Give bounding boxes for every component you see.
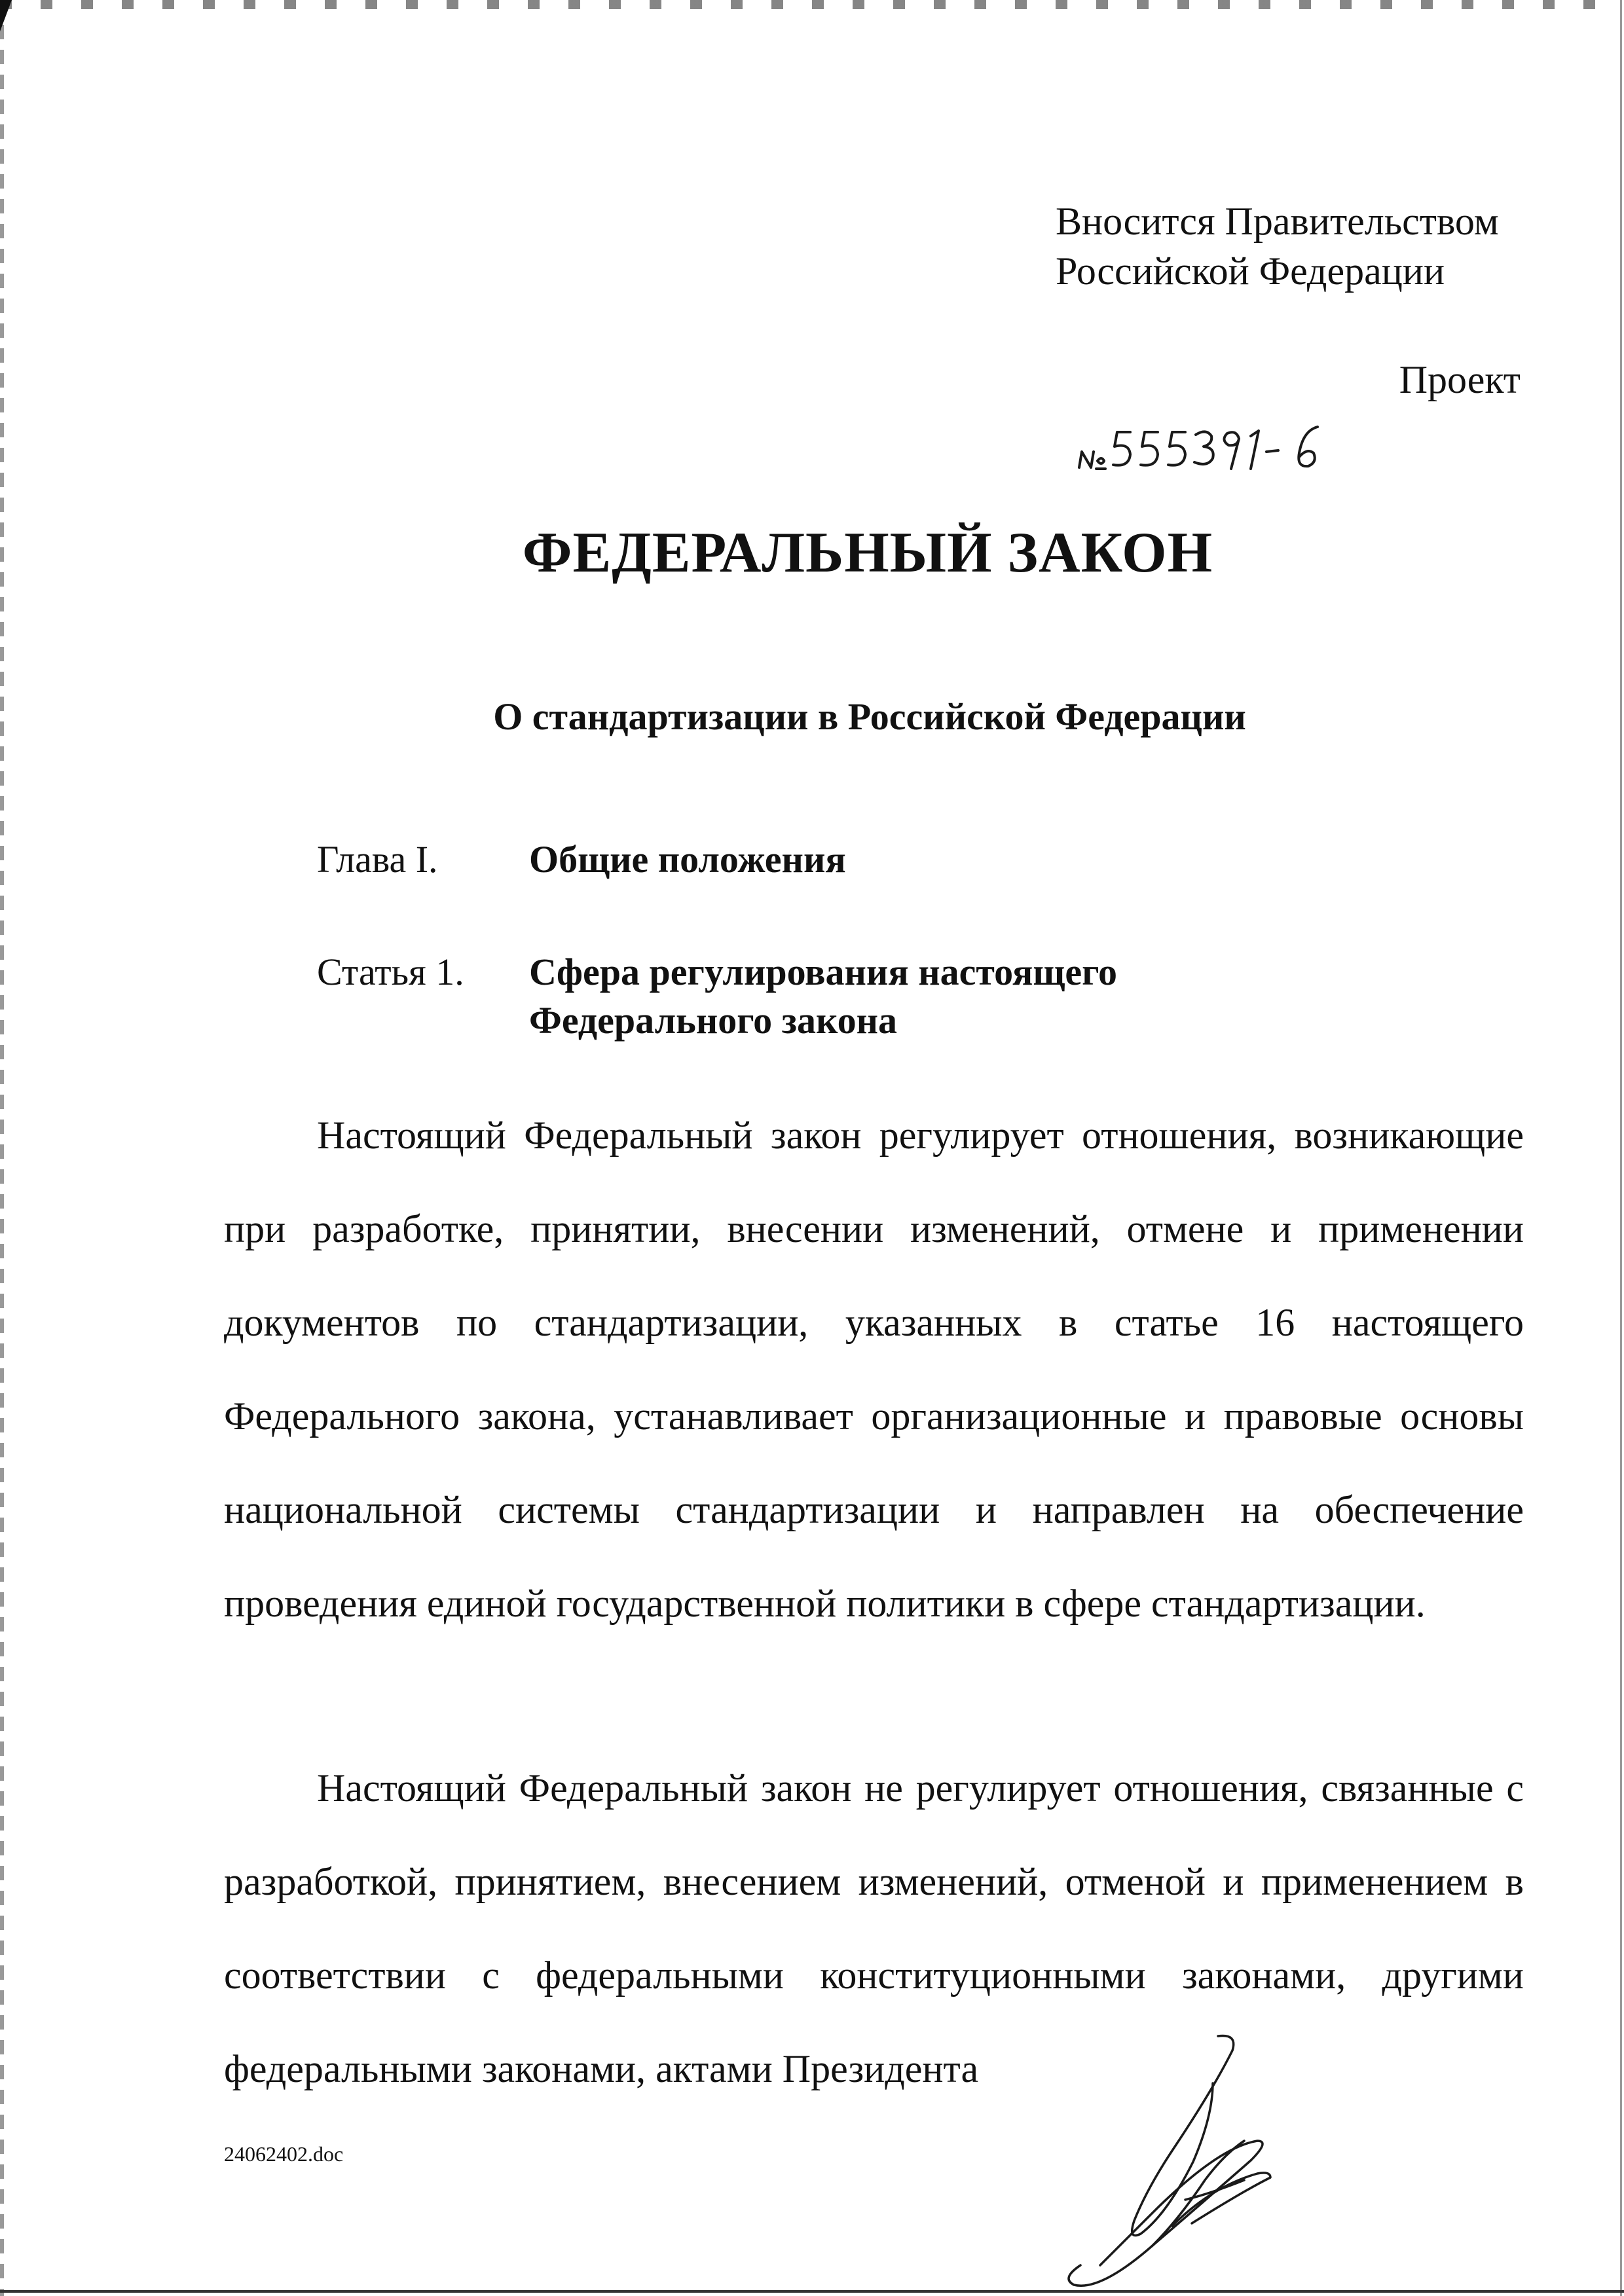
scan-top-edge [0, 0, 1624, 9]
handwritten-registration-number [1074, 412, 1362, 484]
chapter-label: Глава I. [317, 838, 438, 881]
article-title: Сфера регулирования настоящего Федерального закона [529, 951, 1117, 1042]
submitted-by-block [1056, 196, 1499, 296]
chapter-title: Общие положения [529, 838, 846, 881]
draft-label: Проект [1399, 358, 1521, 401]
article-label: Статья 1. [317, 951, 464, 993]
body-paragraph: Настоящий Федеральный закон регулирует отношения, возникающие при разработке, принятии, внесении изменений, отмене и применении документов по стандартизации, указанных в статье 16 настоящего Федерального закона, устанавливает организационные и правовые основы национальной системы стандартизации и направлен на обеспечение проведения единой государственной политики в сфере стандартизации. [224, 1114, 1524, 1625]
scan-left-edge [0, 0, 4, 2296]
law-subtitle: О стандартизации в Российской Федерации [493, 695, 1246, 738]
submitted-by-line-1: Вносится Правительством [1056, 200, 1499, 243]
file-name-footer: 24062402.doc [224, 2142, 344, 2166]
law-title: ФЕДЕРАЛЬНЫЙ ЗАКОН [522, 521, 1213, 585]
body-paragraph: Настоящий Федеральный закон не регулирует отношения, связанные с разработкой, принятием, внесением изменений, отменой и применением в соответствии с федеральными конституционными законами, другими федеральными законами, актами Президента [224, 1766, 1524, 2090]
scan-corner-mark [0, 0, 12, 31]
scan-bottom-edge [0, 2290, 1624, 2293]
handwritten-signature [1054, 2030, 1303, 2291]
scan-right-edge [1620, 0, 1622, 2296]
submitted-by-line-2: Российской Федерации [1056, 249, 1445, 293]
